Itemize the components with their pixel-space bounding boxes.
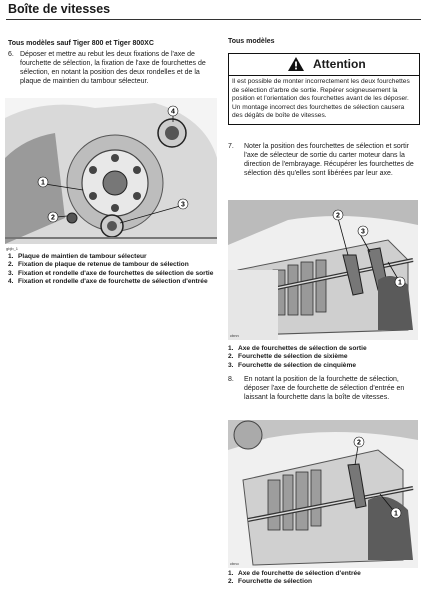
callout-label: 2 (357, 439, 361, 447)
callout-label: 3 (181, 201, 185, 209)
left-subtitle: Tous modèles sauf Tiger 800 et Tiger 800XC (8, 40, 154, 47)
step-text: En notant la position de la fourchette de sélection, déposer l'axe de fourchette de sélection d'entrée en laissant la fourchette dans la boîte de vitesses. (244, 376, 405, 401)
warning-title: Attention (313, 57, 366, 71)
list-item: 3. Fourchette de sélection de cinquième (228, 361, 356, 369)
warning-box (228, 53, 420, 125)
header-rule (6, 19, 421, 20)
step-text: Déposer et mettre au rebut les deux fixations de l'axe de fourchette de sélection, la fixation de l'axe de fourchettes de sélection, en notant la position des deux rondelles et de la plaque de maintien du tambour sélecteur. (20, 51, 206, 85)
figure-id: gbjb_1 (6, 246, 19, 251)
step-6 (8, 51, 213, 87)
legend-list-right-1 (228, 345, 418, 370)
list-item: 2. Fourchette de sélection (228, 578, 313, 586)
callout-label: 1 (398, 279, 402, 287)
list-item: 2. Fourchette de sélection de sixième (228, 353, 348, 361)
figure-input-selector-fork (228, 420, 418, 568)
callout-label: 1 (41, 179, 45, 187)
figure-id: cbnn (230, 333, 239, 338)
list-item: 1. Plaque de maintien de tambour sélecteur (8, 253, 147, 260)
warning-triangle-icon (287, 56, 305, 72)
figure-selector-drum-plate (5, 98, 217, 244)
callout-label: 2 (336, 212, 340, 220)
list-item: 4. Fixation et rondelle d'axe de fourchette de sélection d'entrée (8, 277, 208, 285)
callout-label: 3 (361, 228, 365, 236)
list-item: 3. Fixation et rondelle d'axe de fourchettes de sélection de sortie (8, 269, 214, 277)
figure-output-selector-forks (228, 200, 418, 340)
step-text: Noter la position des fourchettes de sélection et sortir l'axe de sélecteur de sortie du carter moteur dans la direction de l'embrayage. Récupérer les fourchettes de sélection dès qu'elles sont libérées par leur axe. (244, 143, 414, 177)
page-title: Boîte de vitesses (8, 2, 111, 16)
step-7 (228, 143, 418, 179)
right-subtitle: Tous modèles (228, 38, 275, 45)
legend-list-left (8, 253, 214, 286)
list-item: 1. Axe de fourchettes de sélection de sortie (228, 345, 367, 352)
callout-label: 4 (171, 108, 175, 116)
step-number: 7. (228, 143, 234, 150)
list-item: 2. Fixation de plaque de retenue de tambour de sélection (8, 261, 189, 269)
step-number: 8. (228, 376, 234, 383)
callout-label: 1 (394, 510, 398, 518)
step-number: 6. (8, 51, 14, 58)
list-item: 1. Axe de fourchette de sélection d'entrée (228, 570, 361, 577)
figure-id: cbno (230, 561, 239, 566)
warning-text: Il est possible de monter incorrectement les deux fourchettes de sélection d'arbre de sortie. Repérer soigneusement la position et l'orientation des fourchettes avant de les déposer. Un montage incorrect des fourchettes de sélection causera des dégâts de boîte de vitesses. (232, 78, 410, 119)
warning-header (229, 54, 419, 76)
legend-list-right-2 (228, 570, 418, 587)
step-8 (228, 376, 418, 403)
callout-label: 2 (51, 214, 55, 222)
